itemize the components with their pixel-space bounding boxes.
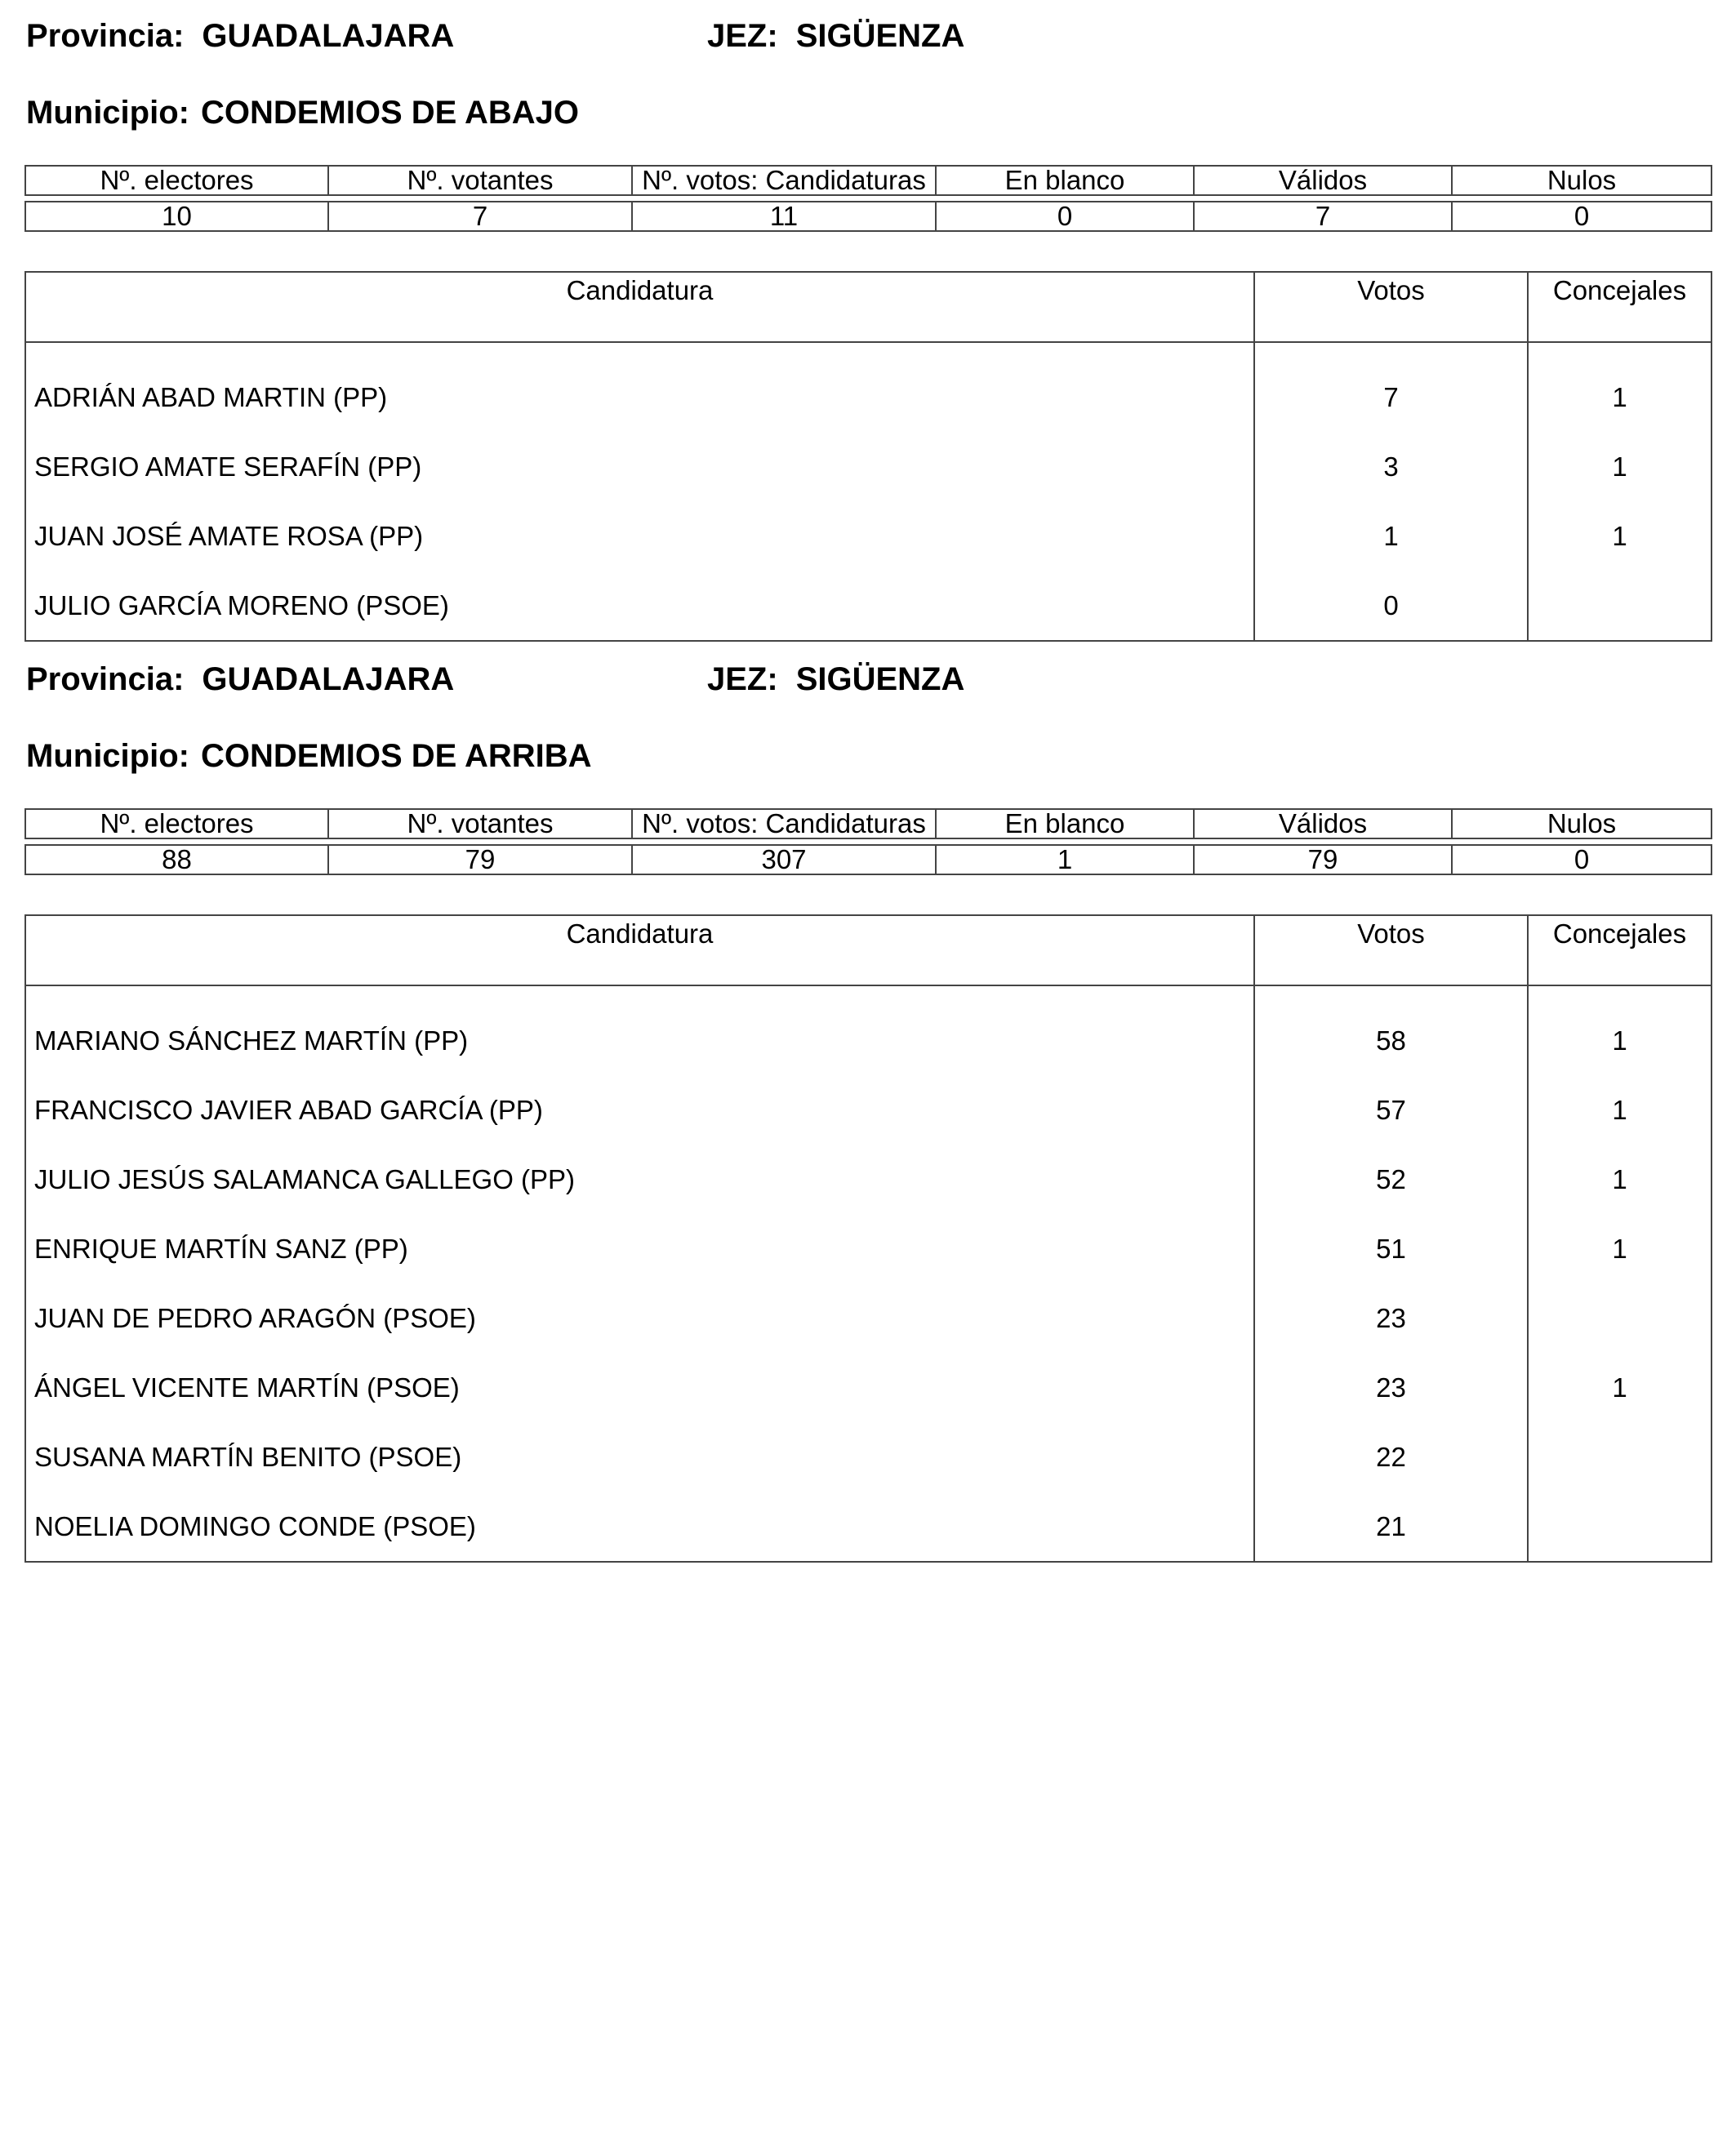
table-row <box>25 1353 1712 1422</box>
provincia-label: Provincia: <box>26 18 185 54</box>
candidate-votos: 51 <box>1254 1214 1528 1283</box>
candidate-votos: 23 <box>1254 1283 1528 1353</box>
jez-label: JEZ: <box>707 661 778 697</box>
value-en-blanco: 1 <box>936 845 1194 874</box>
candidate-name: MARIANO SÁNCHEZ MARTÍN (PP) <box>25 985 1254 1075</box>
municipality-section-2 <box>24 660 1711 1558</box>
header-nulos: Nulos <box>1452 166 1712 195</box>
provincia-value: GUADALAJARA <box>202 661 455 697</box>
municipality-section-1 <box>24 16 1711 620</box>
summary-table <box>24 165 1712 232</box>
jez-value: SIGÜENZA <box>795 18 965 54</box>
provincia-label: Provincia: <box>26 661 185 697</box>
table-row <box>25 985 1712 1075</box>
summary-values-row <box>25 845 1712 874</box>
header-concejales: Concejales <box>1528 272 1712 342</box>
value-votantes: 79 <box>328 845 632 874</box>
candidate-votos: 21 <box>1254 1492 1528 1562</box>
jez-heading <box>707 16 964 56</box>
header-votos-candidaturas: Nº. votos: Candidaturas <box>632 166 936 195</box>
value-nulos: 0 <box>1452 845 1712 874</box>
header-votantes: Nº. votantes <box>328 166 632 195</box>
header-electores: Nº. electores <box>25 809 328 838</box>
value-en-blanco: 0 <box>936 202 1194 231</box>
table-row <box>25 1145 1712 1214</box>
table-row <box>25 342 1712 432</box>
candidate-name: JULIO JESÚS SALAMANCA GALLEGO (PP) <box>25 1145 1254 1214</box>
header-concejales: Concejales <box>1528 915 1712 985</box>
candidate-votos: 3 <box>1254 432 1528 501</box>
candidate-concejales: 1 <box>1528 1075 1712 1145</box>
table-row <box>25 1422 1712 1492</box>
table-row <box>25 1214 1712 1283</box>
candidate-name: FRANCISCO JAVIER ABAD GARCÍA (PP) <box>25 1075 1254 1145</box>
value-votantes: 7 <box>328 202 632 231</box>
value-electores: 10 <box>25 202 328 231</box>
summary-values-row <box>25 202 1712 231</box>
table-row <box>25 432 1712 501</box>
value-votos-candidaturas: 307 <box>632 845 936 874</box>
table-row <box>25 501 1712 571</box>
jez-label: JEZ: <box>707 18 778 54</box>
header-en-blanco: En blanco <box>936 809 1194 838</box>
candidate-name: SUSANA MARTÍN BENITO (PSOE) <box>25 1422 1254 1492</box>
municipio-heading <box>26 93 579 132</box>
candidate-concejales <box>1528 1492 1712 1562</box>
candidate-concejales: 1 <box>1528 1353 1712 1422</box>
header-votantes: Nº. votantes <box>328 809 632 838</box>
header-candidatura: Candidatura <box>25 915 1254 985</box>
header-votos-candidaturas: Nº. votos: Candidaturas <box>632 809 936 838</box>
candidate-concejales: 1 <box>1528 1214 1712 1283</box>
summary-header-row <box>25 166 1712 195</box>
candidate-name: ADRIÁN ABAD MARTIN (PP) <box>25 342 1254 432</box>
municipio-value: CONDEMIOS DE ARRIBA <box>200 738 592 774</box>
candidate-votos: 7 <box>1254 342 1528 432</box>
candidate-votos: 0 <box>1254 571 1528 641</box>
table-row <box>25 1283 1712 1353</box>
municipio-value: CONDEMIOS DE ABAJO <box>200 95 579 131</box>
municipio-label: Municipio: <box>26 738 189 774</box>
candidate-votos: 22 <box>1254 1422 1528 1492</box>
candidate-name: ÁNGEL VICENTE MARTÍN (PSOE) <box>25 1353 1254 1422</box>
summary-header-row <box>25 809 1712 838</box>
candidate-votos: 1 <box>1254 501 1528 571</box>
value-votos-candidaturas: 11 <box>632 202 936 231</box>
header-validos: Válidos <box>1194 809 1452 838</box>
provincia-heading <box>26 660 454 699</box>
candidate-votos: 58 <box>1254 985 1528 1075</box>
candidate-votos: 23 <box>1254 1353 1528 1422</box>
provincia-value: GUADALAJARA <box>202 18 455 54</box>
candidate-concejales: 1 <box>1528 432 1712 501</box>
summary-gap <box>25 838 1712 845</box>
value-nulos: 0 <box>1452 202 1712 231</box>
candidate-name: SERGIO AMATE SERAFÍN (PP) <box>25 432 1254 501</box>
candidate-concejales: 1 <box>1528 1145 1712 1214</box>
candidates-table <box>24 271 1712 642</box>
value-validos: 79 <box>1194 845 1452 874</box>
header-validos: Válidos <box>1194 166 1452 195</box>
table-row <box>25 571 1712 641</box>
candidate-name: ENRIQUE MARTÍN SANZ (PP) <box>25 1214 1254 1283</box>
summary-gap <box>25 195 1712 202</box>
municipio-label: Municipio: <box>26 95 189 131</box>
value-validos: 7 <box>1194 202 1452 231</box>
table-row <box>25 1492 1712 1562</box>
candidate-concejales: 1 <box>1528 501 1712 571</box>
header-en-blanco: En blanco <box>936 166 1194 195</box>
candidate-concejales: 1 <box>1528 985 1712 1075</box>
jez-heading <box>707 660 964 699</box>
header-votos: Votos <box>1254 272 1528 342</box>
candidate-votos: 52 <box>1254 1145 1528 1214</box>
header-electores: Nº. electores <box>25 166 328 195</box>
candidate-name: JUAN JOSÉ AMATE ROSA (PP) <box>25 501 1254 571</box>
municipio-heading <box>26 736 592 776</box>
candidates-header-row <box>25 272 1712 342</box>
candidate-concejales <box>1528 1283 1712 1353</box>
candidates-table <box>24 914 1712 1563</box>
candidate-concejales <box>1528 1422 1712 1492</box>
value-electores: 88 <box>25 845 328 874</box>
candidate-name: JUAN DE PEDRO ARAGÓN (PSOE) <box>25 1283 1254 1353</box>
candidates-header-row <box>25 915 1712 985</box>
table-row <box>25 1075 1712 1145</box>
candidate-concejales <box>1528 571 1712 641</box>
header-candidatura: Candidatura <box>25 272 1254 342</box>
header-nulos: Nulos <box>1452 809 1712 838</box>
summary-table <box>24 808 1712 875</box>
header-votos: Votos <box>1254 915 1528 985</box>
candidate-name: JULIO GARCÍA MORENO (PSOE) <box>25 571 1254 641</box>
candidate-name: NOELIA DOMINGO CONDE (PSOE) <box>25 1492 1254 1562</box>
candidate-concejales: 1 <box>1528 342 1712 432</box>
candidate-votos: 57 <box>1254 1075 1528 1145</box>
jez-value: SIGÜENZA <box>795 661 965 697</box>
provincia-heading <box>26 16 454 56</box>
